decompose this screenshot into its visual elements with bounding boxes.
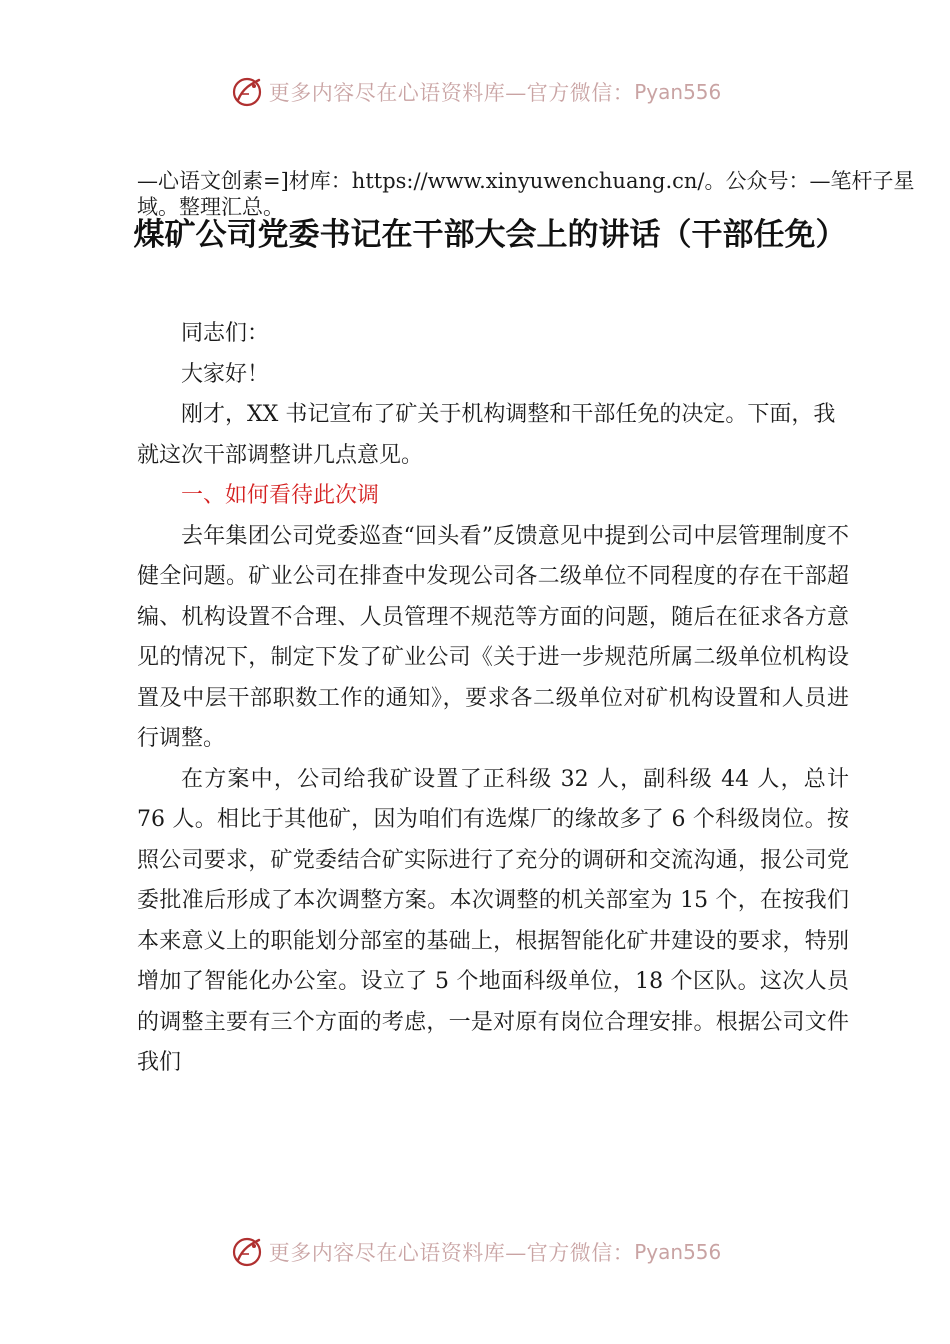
banner-wechat-id: Pyan556: [634, 1240, 722, 1264]
document-body: [137, 314, 849, 1084]
section-heading: 一、如何看待此次调: [181, 483, 380, 508]
banner-text: 更多内容尽在心语资料库—官方微信：: [268, 81, 635, 105]
brand-logo-icon: [229, 1234, 265, 1270]
paragraph: 同志们：: [181, 321, 270, 346]
banner-text: 更多内容尽在心语资料库—官方微信：: [268, 1241, 635, 1265]
source-line: —心语文创素=]材库：https://www.xinyuwenchuang.cn/。公众号：—笔杆子星域。整理汇总。: [137, 169, 915, 219]
banner-wechat-id: Pyan556: [634, 80, 722, 104]
paragraph: 刚才，XX 书记宣布了矿关于机构调整和干部任免的决定。下面，我就这次干部调整讲几点意见。: [137, 402, 836, 468]
brand-logo-icon: [229, 74, 265, 110]
footer-banner: [0, 1232, 950, 1272]
paragraph: 在方案中，公司给我矿设置了正科级 32 人，副科级 44 人，总计 76 人。相比于其他矿，因为咱们有选煤厂的缘故多了 6 个科级岗位。按照公司要求，矿党委结合矿实际进行了充分的调研和交流沟通，报公司党委批准后形成了本次调整方案。本次调整的机关部室为 15 个，在按我们本来意义上的职能划分部室的基础上，根据智能化矿井建设的要求，特别增加了智能化办公室。设立了 5 个地面科级单位，18 个区队。这次人员的调整主要有三个方面的考虑，一是对原有岗位合理安排。根据公司文件我们: [137, 766, 849, 1075]
header-banner: [0, 72, 950, 112]
document-title: 煤矿公司党委书记在干部大会上的讲话（干部任免）: [133, 217, 847, 253]
paragraph: 去年集团公司党委巡查“回头看”反馈意见中提到公司中层管理制度不健全问题。矿业公司在排查中发现公司各二级单位不同程度的存在干部超编、机构设置不合理、人员管理不规范等方面的问题，随后在征求各方意见的情况下，制定下发了矿业公司《关于进一步规范所属二级单位机构设置及中层干部职数工作的通知》，要求各二级单位对矿机构设置和人员进行调整。: [137, 523, 849, 751]
paragraph: 大家好！: [181, 361, 270, 387]
